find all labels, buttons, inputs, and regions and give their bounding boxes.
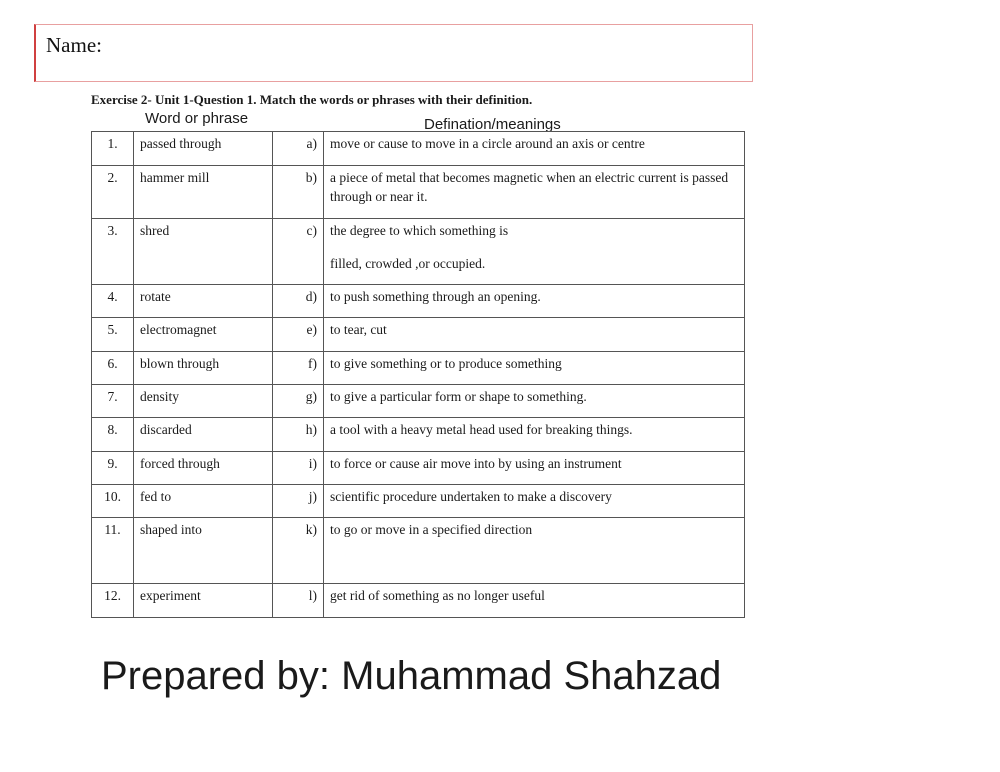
table-row (92, 352, 745, 385)
table-row (92, 518, 745, 584)
definition-cell (324, 219, 745, 285)
definition-text-continued: filled, crowded ,or occupied. (330, 256, 486, 271)
definition-letter: g) (273, 385, 324, 418)
row-number: 11. (92, 518, 134, 584)
row-number: 6. (92, 352, 134, 385)
header-word-or-phrase: Word or phrase (145, 110, 249, 127)
definition-letter: i) (273, 452, 324, 485)
exercise-title: Exercise 2- Unit 1-Question 1. Match the words or phrases with their definition. (91, 92, 533, 107)
table-row (92, 219, 745, 285)
definition-letter: h) (273, 418, 324, 452)
name-label: Name: (46, 33, 102, 57)
row-number: 10. (92, 485, 134, 518)
definition-letter: k) (273, 518, 324, 584)
word-cell: density (134, 385, 273, 418)
definition-cell: to force or cause air move into by using an instrument (324, 452, 745, 485)
row-number: 2. (92, 166, 134, 219)
definition-letter: j) (273, 485, 324, 518)
definition-cell: get rid of something as no longer useful (324, 584, 745, 618)
table-row (92, 485, 745, 518)
definition-letter: e) (273, 318, 324, 352)
word-cell: electromagnet (134, 318, 273, 352)
table-row (92, 166, 745, 219)
definition-cell: to give something or to produce something (324, 352, 745, 385)
word-cell: forced through (134, 452, 273, 485)
prepared-by-footer: Prepared by: Muhammad Shahzad (101, 654, 722, 698)
definition-letter: l) (273, 584, 324, 618)
matching-table (91, 131, 745, 618)
table-row (92, 452, 745, 485)
word-cell: blown through (134, 352, 273, 385)
definition-letter: a) (273, 132, 324, 166)
word-cell: passed through (134, 132, 273, 166)
row-number: 3. (92, 219, 134, 285)
definition-cell: to give a particular form or shape to something. (324, 385, 745, 418)
row-number: 12. (92, 584, 134, 618)
table-row (92, 285, 745, 318)
table-row (92, 132, 745, 166)
row-number: 9. (92, 452, 134, 485)
definition-cell: a piece of metal that becomes magnetic when an electric current is passed through or near it. (324, 166, 745, 219)
definition-cell: a tool with a heavy metal head used for breaking things. (324, 418, 745, 452)
row-number: 8. (92, 418, 134, 452)
row-number: 5. (92, 318, 134, 352)
word-cell: shaped into (134, 518, 273, 584)
definition-letter: b) (273, 166, 324, 219)
definition-cell: move or cause to move in a circle around an axis or centre (324, 132, 745, 166)
name-field-box[interactable] (34, 24, 753, 82)
word-cell: rotate (134, 285, 273, 318)
definition-text: the degree to which something is (330, 223, 509, 238)
word-cell: discarded (134, 418, 273, 452)
definition-cell: to push something through an opening. (324, 285, 745, 318)
row-number: 7. (92, 385, 134, 418)
definition-cell: to tear, cut (324, 318, 745, 352)
definition-letter: d) (273, 285, 324, 318)
table-row (92, 385, 745, 418)
header-definition: Defination/meanings (424, 116, 561, 133)
table-row (92, 418, 745, 452)
word-cell: fed to (134, 485, 273, 518)
word-cell: hammer mill (134, 166, 273, 219)
word-cell: shred (134, 219, 273, 285)
table-row (92, 318, 745, 352)
row-number: 1. (92, 132, 134, 166)
definition-letter: c) (273, 219, 324, 285)
table-row (92, 584, 745, 618)
definition-cell: scientific procedure undertaken to make a discovery (324, 485, 745, 518)
row-number: 4. (92, 285, 134, 318)
definition-cell: to go or move in a specified direction (324, 518, 745, 584)
word-cell: experiment (134, 584, 273, 618)
definition-letter: f) (273, 352, 324, 385)
